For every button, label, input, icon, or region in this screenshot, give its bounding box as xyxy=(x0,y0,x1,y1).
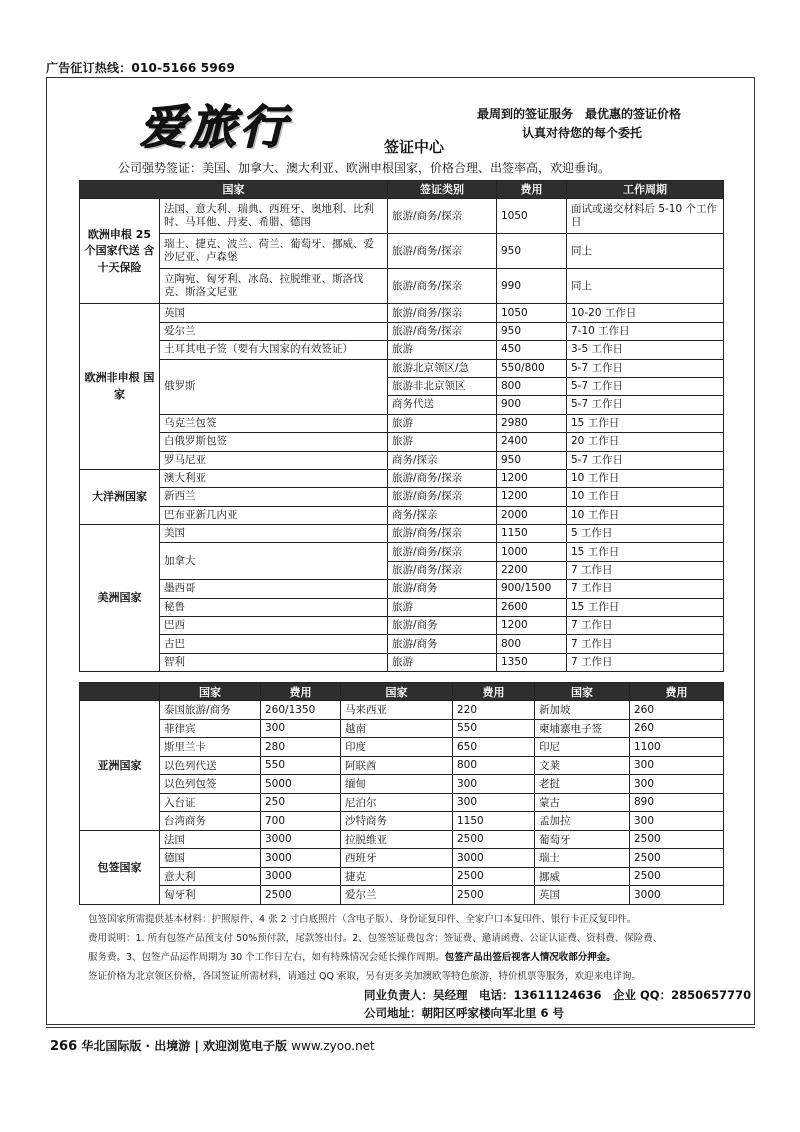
footer-separator: | xyxy=(194,1039,199,1053)
country-cell: 英国 xyxy=(160,304,388,322)
asia-package-table xyxy=(79,682,724,905)
fee-cell: 2200 xyxy=(497,561,567,579)
type-cell: 旅游/商务/探亲 xyxy=(388,525,497,543)
country-cell: 以色列包签 xyxy=(160,775,261,794)
country-cell: 爱尔兰 xyxy=(341,886,453,905)
country-cell: 孟加拉 xyxy=(535,812,630,831)
fee-cell: 800 xyxy=(497,635,567,653)
period-cell: 面试或递交材料后 5-10 个工作日 xyxy=(567,199,724,234)
header-fee: 费用 xyxy=(497,181,567,199)
fee-cell: 220 xyxy=(453,701,535,720)
period-cell: 7-10 工作日 xyxy=(567,322,724,340)
table-row xyxy=(80,451,724,469)
logo-text: 爱旅行 xyxy=(140,100,290,154)
country-cell: 泰国旅游/商务 xyxy=(160,701,261,720)
fee-cell: 550/800 xyxy=(497,359,567,377)
table-header-row xyxy=(80,181,724,199)
fee-cell: 3000 xyxy=(261,849,341,868)
header-country: 国家 xyxy=(160,683,261,701)
table-row xyxy=(80,756,724,775)
table-row xyxy=(80,199,724,234)
country-cell: 法国 xyxy=(160,830,261,849)
period-cell: 10 工作日 xyxy=(567,469,724,487)
period-cell: 5 工作日 xyxy=(567,525,724,543)
table-row xyxy=(80,304,724,322)
country-cell: 西班牙 xyxy=(341,849,453,868)
type-cell: 旅游/商务 xyxy=(388,580,497,598)
table-row xyxy=(80,793,724,812)
type-cell: 旅游北京领区/急 xyxy=(388,359,497,377)
table-row xyxy=(80,886,724,905)
fee-cell: 1350 xyxy=(497,653,567,671)
fee-cell: 900/1500 xyxy=(497,580,567,598)
fee-cell: 1150 xyxy=(453,812,535,831)
period-cell: 同上 xyxy=(567,269,724,304)
table-row xyxy=(80,580,724,598)
country-cell: 沙特商务 xyxy=(341,812,453,831)
fee-cell: 2500 xyxy=(261,886,341,905)
note-bold-text: 包签产品出签后视客人情况收部分押金。 xyxy=(444,952,616,963)
country-cell: 入台证 xyxy=(160,793,261,812)
type-cell: 旅游/商务/探亲 xyxy=(388,234,497,269)
fee-cell: 300 xyxy=(630,756,724,775)
country-cell: 白俄罗斯包签 xyxy=(160,433,388,451)
fee-cell: 890 xyxy=(630,793,724,812)
region-asia: 亚洲国家 xyxy=(80,701,160,831)
fee-cell: 2500 xyxy=(630,830,724,849)
country-cell: 柬埔寨电子签 xyxy=(535,719,630,738)
fee-cell: 300 xyxy=(261,719,341,738)
table-row xyxy=(80,322,724,340)
table-row xyxy=(80,359,724,377)
footer-url: www.zyoo.net xyxy=(291,1039,375,1053)
table-row xyxy=(80,598,724,616)
fee-cell: 300 xyxy=(630,775,724,794)
table-row xyxy=(80,469,724,487)
header-blank xyxy=(80,683,160,701)
table-row xyxy=(80,812,724,831)
fee-cell: 3000 xyxy=(630,886,724,905)
country-cell: 以色列代送 xyxy=(160,756,261,775)
country-cell: 爱尔兰 xyxy=(160,322,388,340)
fee-cell: 250 xyxy=(261,793,341,812)
type-cell: 旅游/商务/探亲 xyxy=(388,322,497,340)
type-cell: 商务代送 xyxy=(388,396,497,414)
country-cell: 新西兰 xyxy=(160,488,388,506)
country-cell: 印度 xyxy=(341,738,453,757)
period-cell: 3-5 工作日 xyxy=(567,341,724,359)
fee-cell: 950 xyxy=(497,451,567,469)
table-row xyxy=(80,867,724,886)
fee-cell: 550 xyxy=(261,756,341,775)
note-line xyxy=(88,948,728,967)
period-cell: 7 工作日 xyxy=(567,635,724,653)
visa-price-table xyxy=(79,180,724,672)
fee-cell: 1200 xyxy=(497,617,567,635)
country-cell: 文莱 xyxy=(535,756,630,775)
type-cell: 旅游/商务/探亲 xyxy=(388,543,497,561)
table-row xyxy=(80,488,724,506)
type-cell: 旅游/商务/探亲 xyxy=(388,269,497,304)
period-cell: 15 工作日 xyxy=(567,414,724,432)
header-visa-type: 签证类别 xyxy=(388,181,497,199)
table-row xyxy=(80,849,724,868)
country-cell: 瑞士、捷克、波兰、荷兰、葡萄牙、挪威、爱沙尼亚、卢森堡 xyxy=(160,234,388,269)
fee-cell: 800 xyxy=(453,756,535,775)
region-oceania: 大洋洲国家 xyxy=(80,469,160,524)
type-cell: 旅游 xyxy=(388,433,497,451)
fee-cell: 900 xyxy=(497,396,567,414)
table-row xyxy=(80,719,724,738)
type-cell: 旅游/商务 xyxy=(388,617,497,635)
country-cell: 意大利 xyxy=(160,867,261,886)
type-cell: 旅游/商务/探亲 xyxy=(388,199,497,234)
fee-cell: 990 xyxy=(497,269,567,304)
country-cell: 缅甸 xyxy=(341,775,453,794)
fee-cell: 5000 xyxy=(261,775,341,794)
footer-divider xyxy=(46,1027,755,1028)
fee-cell: 950 xyxy=(497,322,567,340)
fee-cell: 260/1350 xyxy=(261,701,341,720)
fee-cell: 300 xyxy=(453,775,535,794)
fee-cell: 2000 xyxy=(497,506,567,524)
note-line: 签证价格为北京领区价格，各国签证所需材料，请通过 QQ 索取，另有更多美加澳欧等特色旅游，特价机票等服务，欢迎来电详询。 xyxy=(88,971,641,982)
type-cell: 旅游 xyxy=(388,598,497,616)
fee-cell: 1200 xyxy=(497,469,567,487)
fee-cell: 260 xyxy=(630,719,724,738)
page-number: 266 xyxy=(50,1039,78,1054)
fee-cell: 450 xyxy=(497,341,567,359)
table-row xyxy=(80,543,724,561)
table-row xyxy=(80,617,724,635)
address-line: 公司地址：朝阳区呼家楼向军北里 6 号 xyxy=(364,1006,565,1020)
table-row xyxy=(80,269,724,304)
fee-cell: 1150 xyxy=(497,525,567,543)
fee-cell: 300 xyxy=(630,812,724,831)
country-cell: 澳大利亚 xyxy=(160,469,388,487)
period-cell: 10-20 工作日 xyxy=(567,304,724,322)
footer-section: 华北国际版 · 出境游 xyxy=(81,1039,191,1053)
country-cell: 拉脱维亚 xyxy=(341,830,453,849)
table-row xyxy=(80,433,724,451)
slogan-line1: 最周到的签证服务 最优惠的签证价格 xyxy=(477,107,682,121)
country-cell: 巴布亚新几内亚 xyxy=(160,506,388,524)
country-cell: 巴西 xyxy=(160,617,388,635)
contact-line: 同业负责人：吴经理 电话：13611124636 企业 QQ：2850657770 xyxy=(364,988,752,1002)
country-cell: 老挝 xyxy=(535,775,630,794)
type-cell: 商务/探亲 xyxy=(388,506,497,524)
period-cell: 20 工作日 xyxy=(567,433,724,451)
country-cell: 德国 xyxy=(160,849,261,868)
period-cell: 15 工作日 xyxy=(567,543,724,561)
fee-cell: 280 xyxy=(261,738,341,757)
period-cell: 同上 xyxy=(567,234,724,269)
page-footer xyxy=(50,1037,375,1054)
header-country: 国家 xyxy=(80,181,388,199)
period-cell: 10 工作日 xyxy=(567,506,724,524)
fee-cell: 2500 xyxy=(453,830,535,849)
footer-slogan: 欢迎浏览电子版 xyxy=(203,1039,288,1053)
type-cell: 旅游/商务/探亲 xyxy=(388,304,497,322)
type-cell: 旅游/商务/探亲 xyxy=(388,488,497,506)
table-row xyxy=(80,414,724,432)
country-cell: 匈牙利 xyxy=(160,886,261,905)
period-cell: 7 工作日 xyxy=(567,580,724,598)
country-cell: 捷克 xyxy=(341,867,453,886)
fee-cell: 700 xyxy=(261,812,341,831)
sub-brand: 签证中心 xyxy=(384,138,445,156)
intro-text: 公司强势签证：美国、加拿大、澳大利亚、欧洲申根国家，价格合理、出签率高，欢迎垂询。 xyxy=(118,161,611,175)
table-row xyxy=(80,635,724,653)
type-cell: 旅游/商务 xyxy=(388,635,497,653)
header-fee: 费用 xyxy=(630,683,724,701)
fee-cell: 550 xyxy=(453,719,535,738)
table-row xyxy=(80,525,724,543)
country-cell: 美国 xyxy=(160,525,388,543)
country-cell: 秘鲁 xyxy=(160,598,388,616)
fee-cell: 2500 xyxy=(453,886,535,905)
country-cell: 马来西亚 xyxy=(341,701,453,720)
fee-cell: 2400 xyxy=(497,433,567,451)
country-cell: 菲律宾 xyxy=(160,719,261,738)
country-cell: 阿联酋 xyxy=(341,756,453,775)
table-row xyxy=(80,775,724,794)
fee-cell: 2600 xyxy=(497,598,567,616)
header-period: 工作周期 xyxy=(567,181,724,199)
country-cell: 英国 xyxy=(535,886,630,905)
country-cell: 墨西哥 xyxy=(160,580,388,598)
notes-block xyxy=(88,910,728,986)
country-cell: 立陶宛、匈牙利、冰岛、拉脱维亚、斯洛伐克、斯洛文尼亚 xyxy=(160,269,388,304)
country-cell: 新加坡 xyxy=(535,701,630,720)
header-fee: 费用 xyxy=(453,683,535,701)
table-header-row xyxy=(80,683,724,701)
note-line: 包签国家所需提供基本材料：护照原件、4 张 2 寸白底照片（含电子版）、身份证复印件、全家户口本复印件、银行卡正反复印件。 xyxy=(88,914,637,925)
country-cell: 蒙古 xyxy=(535,793,630,812)
fee-cell: 2500 xyxy=(453,867,535,886)
period-cell: 7 工作日 xyxy=(567,617,724,635)
region-americas: 美洲国家 xyxy=(80,525,160,672)
country-cell: 印尼 xyxy=(535,738,630,757)
country-cell: 越南 xyxy=(341,719,453,738)
country-cell: 乌克兰包签 xyxy=(160,414,388,432)
type-cell: 旅游/商务/探亲 xyxy=(388,469,497,487)
note-text: 服务费。3、包签产品运作周期为 30 个工作日左右，如有特殊情况会延长操作周期。 xyxy=(88,952,445,963)
country-cell: 俄罗斯 xyxy=(160,359,388,414)
period-cell: 5-7 工作日 xyxy=(567,396,724,414)
table-row xyxy=(80,234,724,269)
fee-cell: 650 xyxy=(453,738,535,757)
fee-cell: 2500 xyxy=(630,849,724,868)
table-row xyxy=(80,830,724,849)
fee-cell: 3000 xyxy=(261,830,341,849)
header-country: 国家 xyxy=(535,683,630,701)
country-cell: 台湾商务 xyxy=(160,812,261,831)
region-non-schengen: 欧洲非申根 国家 xyxy=(80,304,160,470)
table-row xyxy=(80,341,724,359)
country-cell: 加拿大 xyxy=(160,543,388,580)
country-cell: 法国、意大利、瑞典、西班牙、奥地利、比利时、马耳他、丹麦、希腊、德国 xyxy=(160,199,388,234)
country-cell: 瑞士 xyxy=(535,849,630,868)
fee-cell: 800 xyxy=(497,377,567,395)
fee-cell: 1100 xyxy=(630,738,724,757)
period-cell: 15 工作日 xyxy=(567,598,724,616)
region-package: 包签国家 xyxy=(80,830,160,904)
fee-cell: 1050 xyxy=(497,304,567,322)
period-cell: 5-7 工作日 xyxy=(567,377,724,395)
fee-cell: 1200 xyxy=(497,488,567,506)
country-cell: 古巴 xyxy=(160,635,388,653)
type-cell: 旅游非北京领区 xyxy=(388,377,497,395)
fee-cell: 3000 xyxy=(261,867,341,886)
period-cell: 10 工作日 xyxy=(567,488,724,506)
table-row xyxy=(80,701,724,720)
period-cell: 5-7 工作日 xyxy=(567,359,724,377)
country-cell: 葡萄牙 xyxy=(535,830,630,849)
table-row xyxy=(80,506,724,524)
country-cell: 智利 xyxy=(160,653,388,671)
fee-cell: 2500 xyxy=(630,867,724,886)
brand-logo xyxy=(140,91,370,153)
fee-cell: 3000 xyxy=(453,849,535,868)
fee-cell: 260 xyxy=(630,701,724,720)
type-cell: 旅游 xyxy=(388,653,497,671)
fee-cell: 2980 xyxy=(497,414,567,432)
note-line: 费用说明：1. 所有包签产品预支付 50%预付款，尾款签出付。2、包签签证费包含：签证费、邀请函费、公证认证费、资料费、保险费、 xyxy=(88,933,663,944)
fee-cell: 1000 xyxy=(497,543,567,561)
period-cell: 7 工作日 xyxy=(567,653,724,671)
country-cell: 斯里兰卡 xyxy=(160,738,261,757)
fee-cell: 950 xyxy=(497,234,567,269)
type-cell: 商务/探亲 xyxy=(388,451,497,469)
type-cell: 旅游 xyxy=(388,341,497,359)
table-row xyxy=(80,738,724,757)
country-cell: 挪威 xyxy=(535,867,630,886)
header-fee: 费用 xyxy=(261,683,341,701)
table-row xyxy=(80,653,724,671)
ad-hotline: 广告征订热线：010-5166 5969 xyxy=(46,61,236,75)
period-cell: 5-7 工作日 xyxy=(567,451,724,469)
region-schengen: 欧洲申根 25 个国家代送 含十天保险 xyxy=(80,199,160,304)
country-cell: 土耳其电子签（要有大国家的有效签证） xyxy=(160,341,388,359)
slogan-line2: 认真对待您的每个委托 xyxy=(522,126,643,140)
country-cell: 尼泊尔 xyxy=(341,793,453,812)
period-cell: 7 工作日 xyxy=(567,561,724,579)
type-cell: 旅游/商务/探亲 xyxy=(388,561,497,579)
fee-cell: 300 xyxy=(453,793,535,812)
type-cell: 旅游 xyxy=(388,414,497,432)
country-cell: 罗马尼亚 xyxy=(160,451,388,469)
header-country: 国家 xyxy=(341,683,453,701)
fee-cell: 1050 xyxy=(497,199,567,234)
